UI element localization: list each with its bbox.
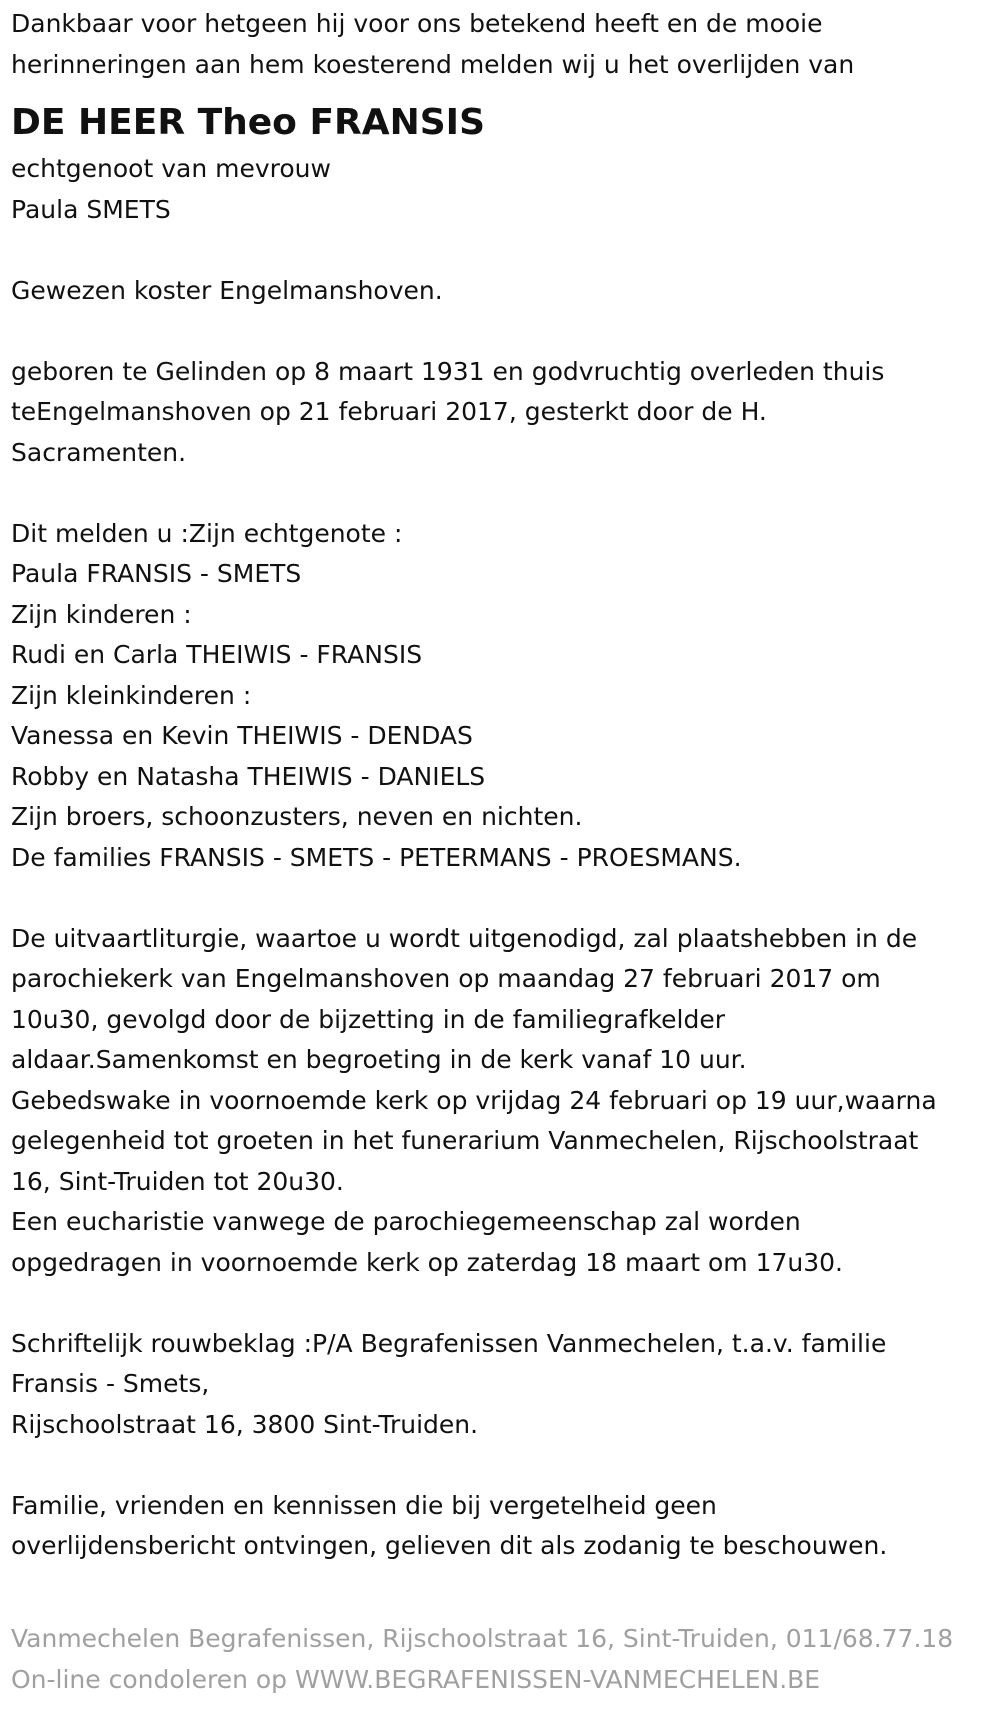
funeral-line: gelegenheid tot groeten in het funerarium Vanmechelen, Rijschoolstraat [11,1126,919,1155]
family-line: Robby en Natasha THEIWIS - DANIELS [11,761,486,791]
birth-death-line: teEngelmanshoven op 21 februari 2017, gesterkt door de H. [11,397,767,426]
funeral-line: De uitvaartliturgie, waartoe u wordt uitgenodigd, zal plaatshebben in de [11,923,918,953]
condolence-line: Fransis - Smets, [11,1369,210,1398]
intro-section [11,4,1000,85]
funeral-line: 16, Sint-Truiden tot 20u30. [11,1166,344,1196]
closing-line: overlijdensbericht ontvingen, gelieven dit als zodanig te beschouwen. [11,1531,888,1560]
spouse-line: echtgenoot van mevrouw [11,154,331,183]
footer [11,1619,1000,1700]
funeral-line: Gebedswake in voornoemde kerk op vrijdag 24 februari op 19 uur,waarna [11,1085,937,1115]
family-line: Zijn kinderen : [11,599,192,629]
family-line: Zijn broers, schoonzusters, neven en nichten. [11,802,583,831]
funeral-line: Een eucharistie vanwege de parochiegemeenschap zal worden [11,1207,801,1236]
family-line: Vanessa en Kevin THEIWIS - DENDAS [11,721,473,750]
closing-section [11,1486,1000,1567]
spouse-name: Paula SMETS [11,194,171,224]
deceased-section [11,99,1000,230]
funeral-section [11,919,1000,1284]
funeral-line: 10u30, gevolgd door de bijzetting in de familiegrafkelder [11,1004,726,1034]
family-line: Rudi en Carla THEIWIS - FRANSIS [11,640,423,669]
family-line: Paula FRANSIS - SMETS [11,559,302,588]
family-line: De families FRANSIS - SMETS - PETERMANS - PROESMANS. [11,842,742,872]
birth-death-line: Sacramenten. [11,437,187,467]
funeral-line: parochiekerk van Engelmanshoven op maandag 27 februari 2017 om [11,964,881,993]
condolence-line: Rijschoolstraat 16, 3800 Sint-Truiden. [11,1409,479,1439]
closing-line: Familie, vrienden en kennissen die bij vergetelheid geen [11,1490,717,1520]
birth-death-line: geboren te Gelinden op 8 maart 1931 en godvruchtig overleden thuis [11,356,885,386]
condolence-section [11,1324,1000,1446]
family-line: Zijn kleinkinderen : [11,680,252,710]
deceased-name: DE HEER Theo FRANSIS [11,102,485,143]
family-line: Dit melden u :Zijn echtgenote : [11,518,403,548]
funeral-line: opgedragen in voornoemde kerk op zaterdag 18 maart om 17u30. [11,1247,843,1277]
condolence-line: Schriftelijk rouwbeklag :P/A Begrafenissen Vanmechelen, t.a.v. familie [11,1328,887,1358]
intro-line: herinneringen aan hem koesterend melden wij u het overlijden van [11,49,855,79]
footer-address: Vanmechelen Begrafenissen, Rijschoolstraat 16, Sint-Truiden, 011/68.77.18 [11,1624,954,1653]
intro-line: Dankbaar voor hetgeen hij voor ons betekend heeft en de mooie [11,9,823,38]
birth-death-section [11,352,1000,474]
funeral-line: aldaar.Samenkomst en begroeting in de kerk vanaf 10 uur. [11,1045,747,1074]
occupation: Gewezen koster Engelmanshoven. [11,275,443,305]
family-section [11,514,1000,879]
footer-condolence-link[interactable]: On-line condoleren op WWW.BEGRAFENISSEN-VANMECHELEN.BE [11,1664,821,1694]
